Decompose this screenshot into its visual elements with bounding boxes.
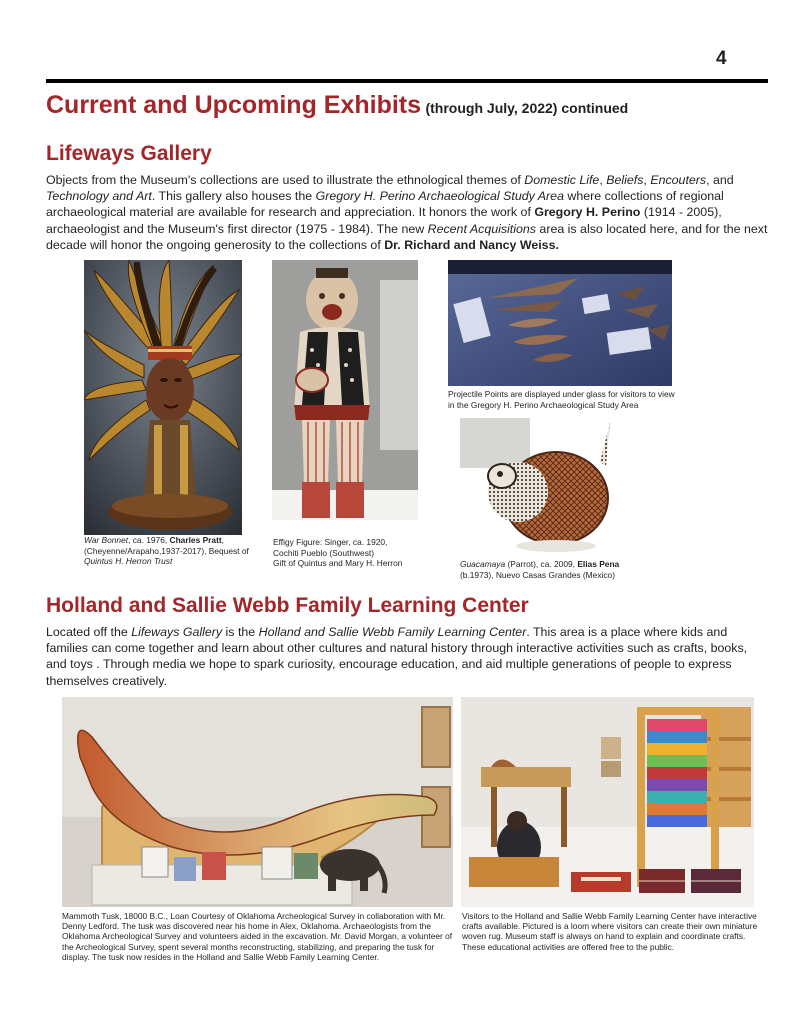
war-bonnet-caption: War Bonnet, ca. 1976, Charles Pratt, (Cheyenne/Arapaho,1937-2017), Bequest of Quintus H. Herron Trust [84,535,249,567]
war-bonnet-photo [84,260,242,535]
projectile-points-caption: Projectile Points are displayed under glass for visitors to view in the Gregory H. Perino Archaeological Study Area [448,389,675,410]
header-rule [46,79,768,83]
guacamaya-pot-photo [460,418,616,556]
webb-paragraph: Located off the Lifeways Gallery is the Holland and Sallie Webb Family Learning Center. This area is a place where kids and families can come together and learn about other cultures and natural history through interactive activities such as crafts, books, and toys . Through media we hope to spark curiosity, encourage education, and aid multiple generations of people to express themselves creatively. [46,625,748,688]
page-title [46,91,628,120]
lifeways-heading: Lifeways Gallery [46,142,212,165]
page-number: 4 [716,48,727,69]
loom-caption: Visitors to the Holland and Sallie Webb Family Learning Center have interactive crafts available. Pictured is a loom where visitors can create their own miniature woven rug. Museum staff is always on hand to explain and coordinate crafts. These educational activities are offered free to the public. [462,911,758,952]
webb-heading: Holland and Sallie Webb Family Learning Center [46,594,529,617]
effigy-figure-photo [272,260,418,520]
lifeways-paragraph: Objects from the Museum's collections are used to illustrate the ethnological themes of Domestic Life, Beliefs, Encouters, and Technology and Art. This gallery also houses the Gregory H. Perino Archaeological Study Area where collections of regional archaeological material are available for research and appreciation. It honors the work of Gregory H. Perino (1914 - 2005), archaeologist and the Museum's first director (1975 - 1984). The new Recent Acquisitions area is also located here, and for the next decade will honor the ongoing generosity to the collections of Dr. Richard and Nancy Weiss. [46,173,768,252]
guacamaya-caption: Guacamaya (Parrot), ca. 2009, Elias Pena (b.1973), Nuevo Casas Grandes (Mexico) [460,559,620,580]
page-title-main: Current and Upcoming Exhibits [46,91,422,119]
mammoth-tusk-photo [62,697,453,907]
loom-photo [461,697,754,907]
projectile-points-photo [448,260,672,386]
page-title-sub: (through July, 2022) continued [425,100,629,116]
effigy-caption: Effigy Figure: Singer, ca. 1920, Cochiti Pueblo (Southwest) Gift of Quintus and Mary H. Herron [273,537,403,569]
mammoth-tusk-caption: Mammoth Tusk, 18000 B.C., Loan Courtesy of Oklahoma Archeological Survey in collaboration with Mr. Denny Ledford. The tusk was discovered near his home in Alex, Oklahoma. Archaeologists from the Oklahoma Archeological Survey and volunteers aided in the excavation. Mr. David Morgan, a volunteer of the Archeological Survey, spent several months reconstructing, stabilizing, and preparing the tusk for display. The tusk now resides in the Holland and Sallie Webb Family Learning Center. [62,911,453,962]
